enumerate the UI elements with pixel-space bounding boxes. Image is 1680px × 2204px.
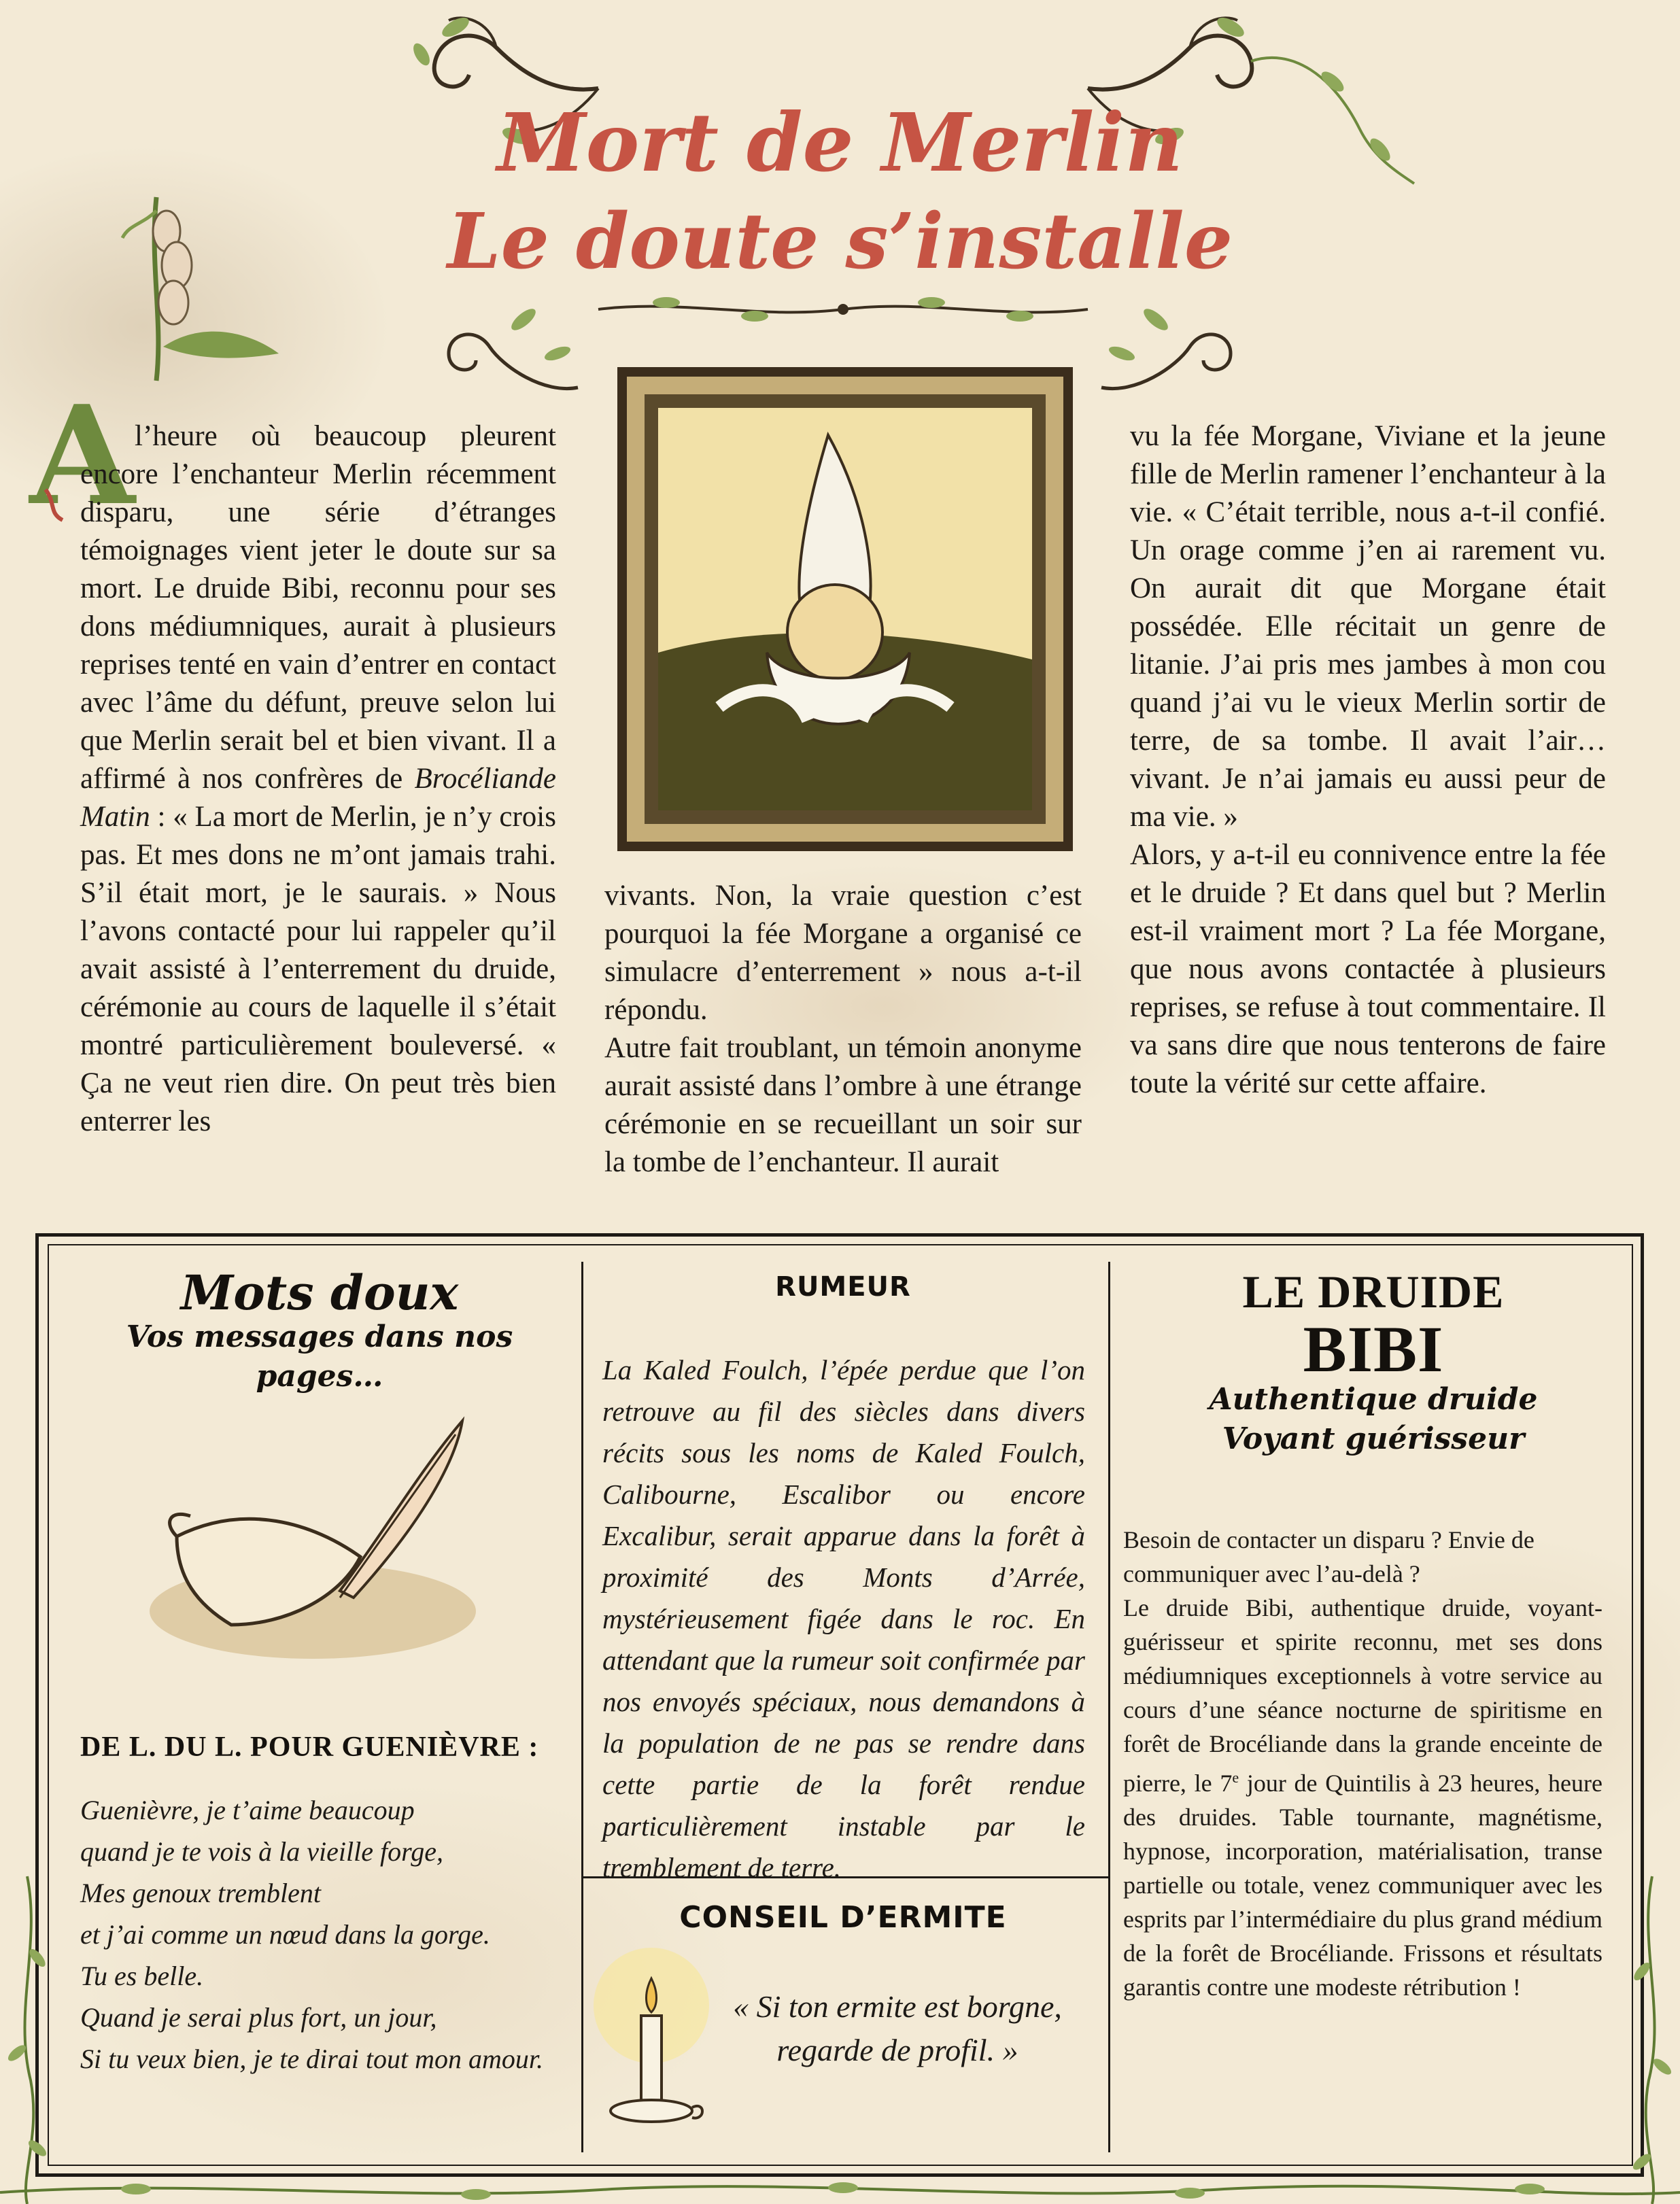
rumeur-title: RUMEUR [775, 1271, 911, 1303]
newspaper-name: Brocéliande Matin [80, 763, 556, 833]
vine-ornament-left-scroll [408, 292, 592, 408]
poem-dedication: DE L. DU L. POUR GUENIÈVRE : [80, 1732, 539, 1763]
conseil-title: CONSEIL D’ERMITE [679, 1900, 1007, 1935]
mots-doux-title: Mots doux [180, 1264, 459, 1321]
article-paragraph [80, 417, 556, 1141]
article-text: l’heure où beaucoup pleurent encore l’enchanteur Merlin récemment disparu, une série d’étranges témoignages vient jeter le doute sur sa mort. Le druide Bibi, reconnu pour ses dons médiumniques, aurait à plusieurs reprises tenté en vain d’entrer en contact avec l’âme du défunt, preuve selon lui que Merlin serait bel et bien vivant. Il a affirmé à nos confrères de [80, 420, 556, 795]
ad-text: jour de Quintilis à 23 heures, heure des druides. Table tournante, magnétisme, hypnose, incorporation, matérialisation, transe partielle ou totale, venez communiquer avec les esprits par l’intermédiaire du plus grand médium de la forêt de Brocéliande. Frissons et résultats garantis contre une modeste rétribution ! [1123, 1770, 1602, 2001]
article-paragraph: vu la fée Morgane, Viviane et la jeune fille de Merlin ramener l’enchanteur à la vie. « C’était terrible, nous a-t-il confié. Un orage comme j’en ai rarement vu. On aurait dit que Morgane était possédée. Elle récitait un genre de litanie. J’ai pris mes jambes à mon cou quand j’ai vu le vieux Merlin sortir de terre, de sa tombe. Il avait l’air… vivant. Je n’ai jamais eu aussi peur de ma vie. » [1130, 420, 1606, 833]
article-column-2 [604, 877, 1082, 1182]
ad-superscript: e [1232, 1769, 1239, 1786]
ad-subtitle-line-2: Voyant guérisseur [1222, 1422, 1525, 1456]
mots-doux-subtitle: Vos messages dans nos pages… [126, 1320, 513, 1394]
ad-body [1123, 1523, 1602, 2004]
foxglove-flower-icon [102, 184, 286, 388]
article-paragraph: Autre fait troublant, un témoin anonyme aurait assisté dans l’ombre à une étrange cérémonie en se recueillant un soir sur la tombe de l’enchanteur. Il aurait [604, 1032, 1082, 1178]
poem-line: Tu es belle. [80, 1961, 204, 1991]
quill-scroll-icon [136, 1400, 490, 1672]
ad-subtitle-line-1: Authentique druide [1209, 1382, 1538, 1417]
ad-text: Le druide Bibi, authentique druide, voyant-guérisseur et spirite reconnu, met ses dons médiumniques exceptionnels à votre service au cours d’une séance nocturne de spiritisme en forêt de Brocéliande dans la grande enceinte de pierre, le 7 [1123, 1594, 1602, 1797]
ad-title-line-2: BIBI [1303, 1313, 1444, 1385]
poem-line: Quand je serai plus fort, un jour, [80, 2002, 437, 2033]
picture-frame-icon [617, 367, 1073, 851]
ad-title-line-1: LE DRUIDE [1242, 1266, 1505, 1318]
article-text: : « La mort de Merlin, je n’y crois pas. Et mes dons ne m’ont jamais trahi. S’il était mort, je le saurais. » Nous l’avons contacté pour lui rappeler qu’il avait assisté à l’enterrement du druide, cérémonie au cours de laquelle il s’était montré particulièrement bouleversé. « Ça ne veut rien dire. On peut très bien enterrer les [80, 801, 556, 1137]
vine-divider [585, 286, 1101, 333]
vine-ornament-bottom-left [0, 1876, 61, 2204]
article-column-1 [80, 417, 556, 1141]
article-column-3 [1130, 417, 1606, 1103]
column-divider [1108, 1262, 1110, 2152]
poem-line: Mes genoux tremblent [80, 1878, 321, 1908]
poem-line: Guenièvre, je t’aime beaucoup [80, 1795, 415, 1825]
article-paragraph: vivants. Non, la vraie question c’est pourquoi la fée Morgane a organisé ce simulacre d’enterrement » nous a-t-il répondu. [604, 880, 1082, 1026]
ad-text: Besoin de contacter un disparu ? Envie de communiquer avec l’au-delà ? [1123, 1526, 1535, 1587]
conseil-quote: « Si ton ermite est borgne, regarde de profil. » [733, 1989, 1062, 2067]
svg-text:A: A [29, 376, 135, 536]
headline-line-1: Mort de Merlin [496, 95, 1184, 190]
ad-text [1123, 1591, 1602, 2004]
article-paragraph: Alors, y a-t-il eu connivence entre la fée et le druide ? Et dans quel but ? Merlin est-il vraiment mort ? La fée Morgane, que nous avons contactée à plusieurs reprises, se refuse à tout commentaire. Il va sans dire que nous tenterons de faire toute la vérité sur cette affaire. [1130, 839, 1606, 1099]
poem-line: et j’ai comme un nœud dans la gorge. [80, 1919, 490, 1950]
poem-line: quand je te vois à la vieille forge, [80, 1836, 443, 1867]
candle-icon [590, 1944, 713, 2148]
vine-ornament-bottom-right [1618, 1876, 1680, 2204]
rumeur-text: La Kaled Foulch, l’épée perdue que l’on retrouve au fil des siècles dans divers récits sous les noms de Kaled Foulch, Calibourne, Escalibor ou encore Excalibur, serait apparue dans la forêt à proximité des Monts d’Arrée, mystérieusement figée dans le roc. En attendant que la rumeur soit confirmée par nos envoyés spéciaux, nous demandons à la population de ne pas se rendre dans cette partie de la forêt rendue particulièrement instable par le tremblement de terre. [602, 1354, 1085, 1883]
poem-line: Si tu veux bien, je te dirai tout mon amour. [80, 2044, 544, 2074]
vine-ornament-right-scroll [1088, 292, 1271, 408]
vine-ornament-bottom [0, 2175, 1680, 2204]
poem [80, 1789, 583, 2080]
headline-line-2: Le doute s’installe [447, 197, 1233, 286]
